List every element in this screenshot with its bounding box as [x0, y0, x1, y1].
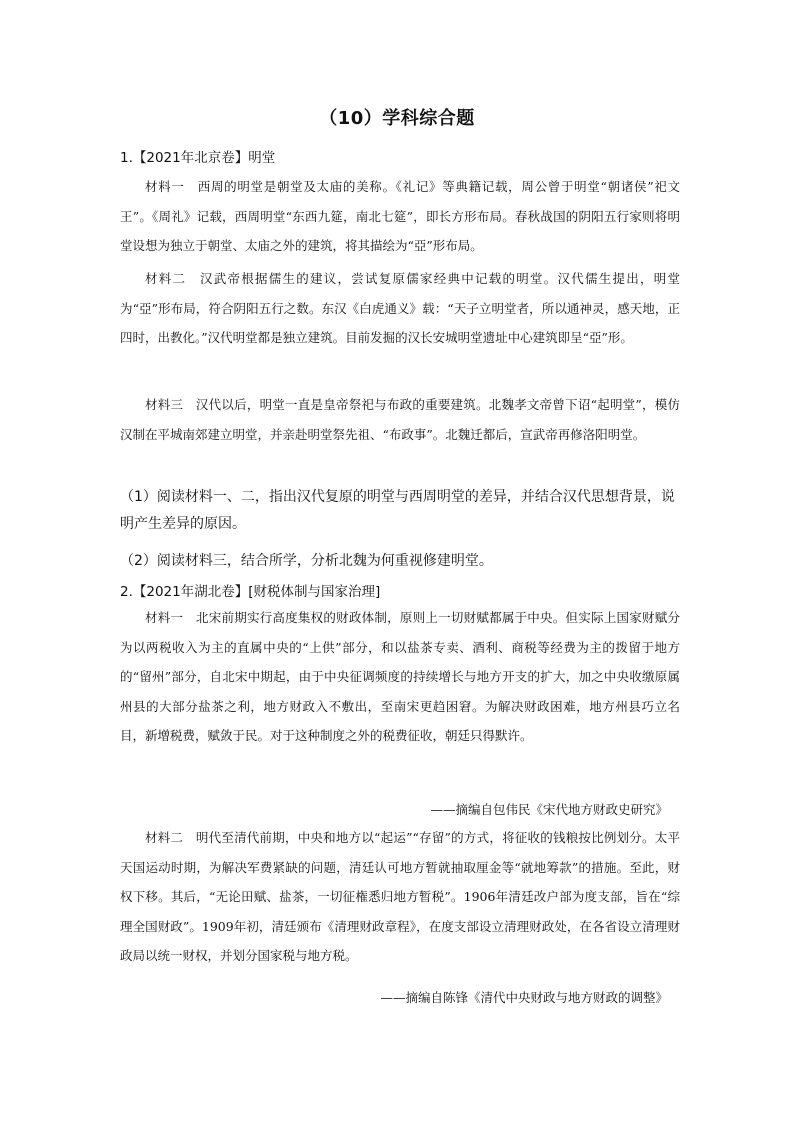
- q1-subquestion-1: （1）阅读材料一、二，指出汉代复原的明堂与西周明堂的差异，并结合汉代思想背景，说明产生差异的原因。: [120, 489, 675, 532]
- q1-material-1: 材料一 西周的明堂是朝堂及太庙的美称。《礼记》等典籍记载，周公曾于明堂“朝诸侯”祀文王”。《周礼》记载，西周明堂“东西九筵，南北七筵”，即长方形布局。春秋战国的阴阳五行家则将明堂设想为独立于朝堂、太庙之外的建筑，将其描绘为“亞”形布局。: [120, 179, 680, 253]
- q1-material-2: 材料二 汉武帝根据儒生的建议，尝试复原儒家经典中记载的明堂。汉代儒生提出，明堂为“亞”形布局，符合阴阳五行之数。东汉《白虎通义》载：“天子立明堂者，所以通神灵，感天地，正四时，出教化。”汉代明堂都是独立建筑。目前发掘的汉长安城明堂遗址中心建筑即呈“亞”形。: [120, 271, 680, 345]
- question-2-heading: 2.【2021年湖北卷】[财税体制与国家治理]: [120, 584, 381, 600]
- q1-material-3: 材料三 汉代以后，明堂一直是皇帝祭祀与布政的重要建筑。北魏孝文帝曾下诏“起明堂”，模仿汉制在平城南郊建立明堂，并亲赴明堂祭先祖、“布政事”。北魏迁都后，宣武帝再修洛阳明堂。: [120, 397, 680, 442]
- q2-source-2: ——摘编自陈锋《清代中央财政与地方财政的调整》: [380, 990, 668, 1005]
- page-title: （10）学科综合题: [319, 108, 475, 129]
- q2-material-2: 材料二 明代至清代前期，中央和地方以“起运”“存留”的方式，将征收的钱粮按比例划分。太平天国运动时期，为解决军费紧缺的问题，清廷认可地方暂就抽取厘金等“就地筹款”的措施。至此，财权下移。其后，“无论田赋、盐茶，一切征権悉归地方暂税”。1906年清廷改户部为度支部，旨在“综理全国财政”。1909年初，清廷颁布《清理财政章程》，在度支部设立清理财政处，在各省设立清理财政局以统一财权，并划分国家税与地方税。: [120, 830, 680, 963]
- q1-subquestion-2: （2）阅读材料三，结合所学，分析北魏为何重视修建明堂。: [120, 553, 493, 569]
- question-1-heading: 1.【2021年北京卷】明堂: [120, 150, 276, 166]
- q2-source-1: ——摘编自包伟民《宋代地方财政史研究》: [430, 802, 668, 817]
- q2-material-1: 材料一 北宋前期实行高度集权的财政体制，原则上一切财赋都属于中央。但实际上国家财赋分为以两税收入为主的直属中央的“上供”部分，和以盐茶专卖、酒利、商税等经费为主的拨留于地方的“留州”部分，自北宋中期起，由于中央征调频度的持续增长与地方开支的扩大，加之中央收缴原属州县的大部分盐茶之利，地方财政入不敷出，至南宋更趋困窘。为解决财政困难，地方州县巧立名目，新增税费，赋敛于民。对于这种制度之外的税费征收，朝廷只得默许。: [120, 610, 680, 743]
